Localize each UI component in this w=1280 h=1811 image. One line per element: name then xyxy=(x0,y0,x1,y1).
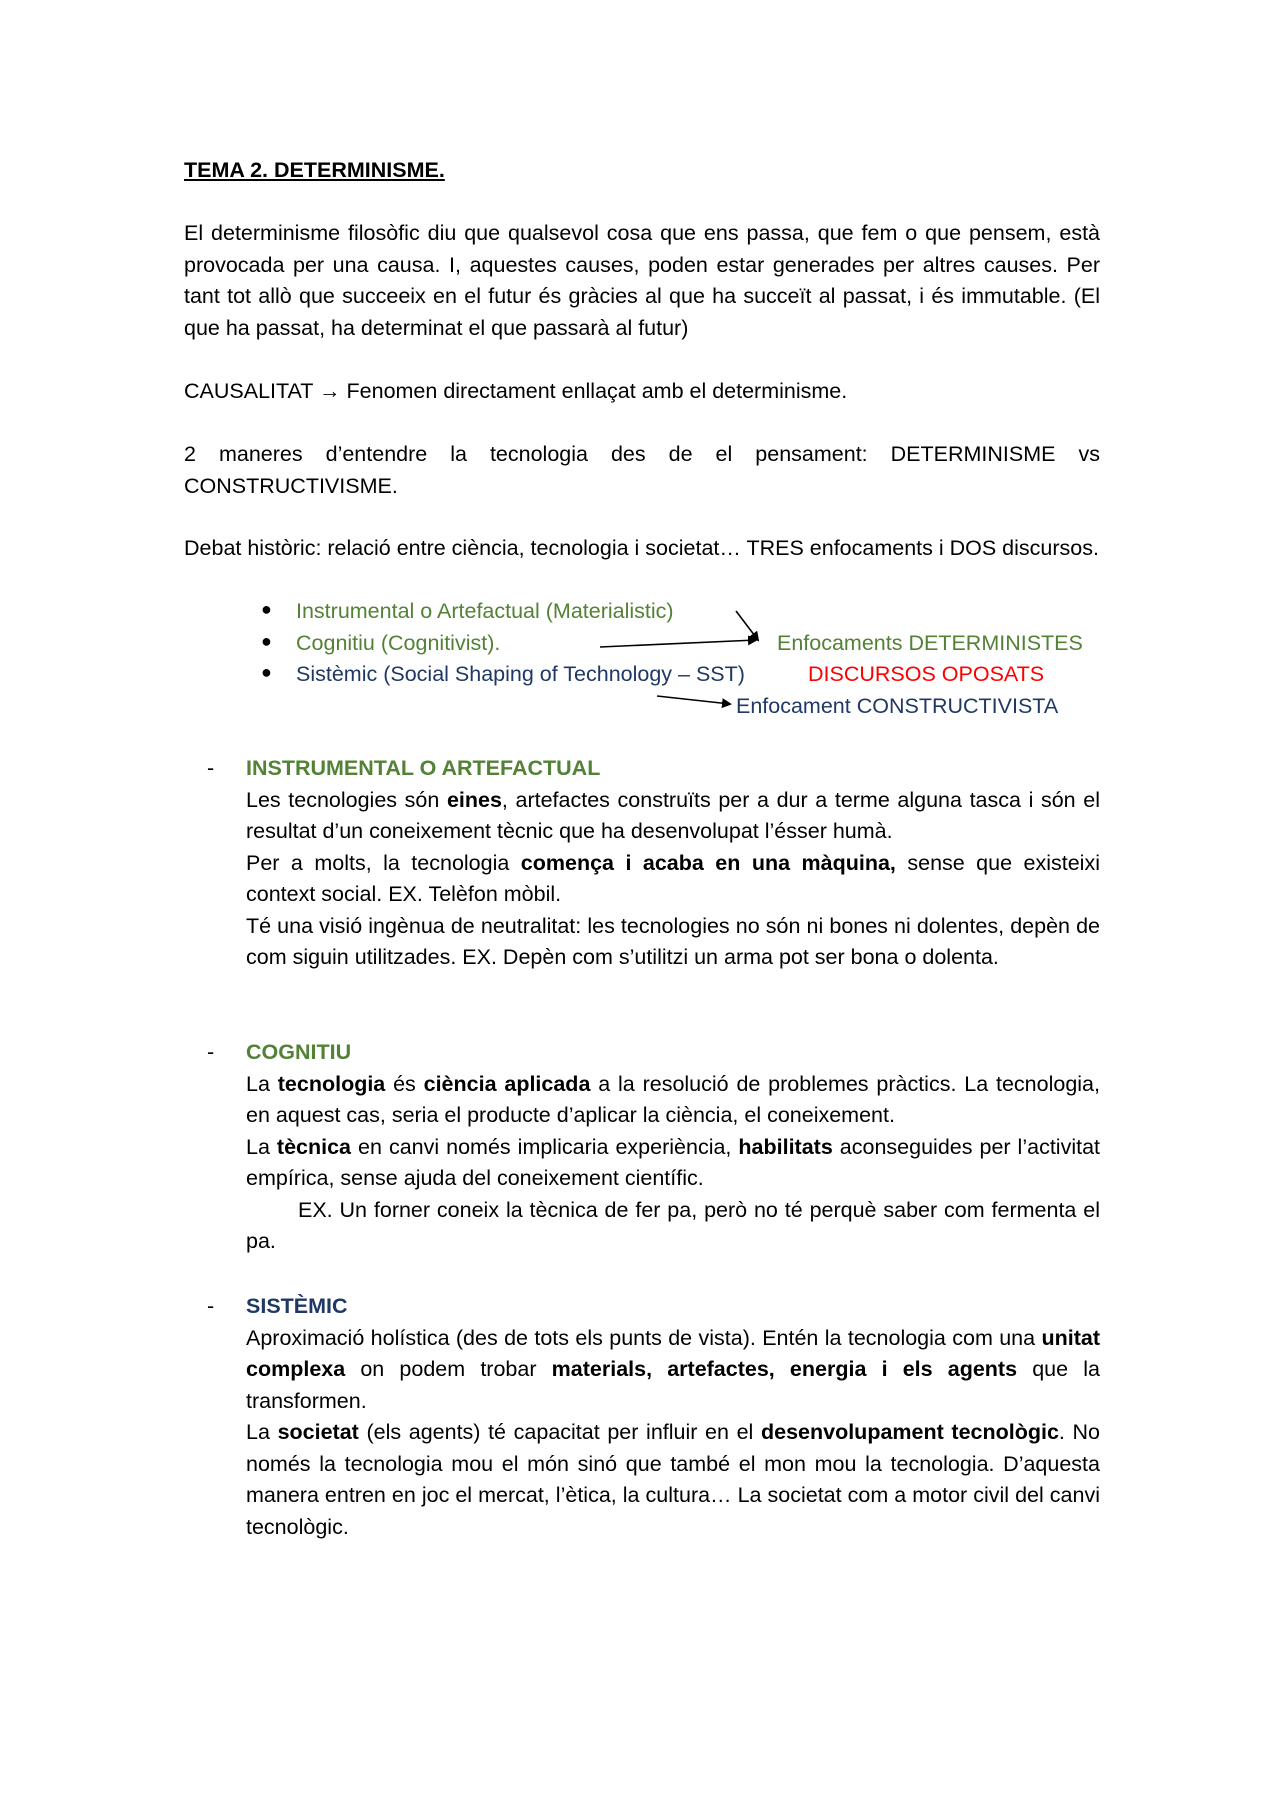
causalitat-text: Fenomen directament enllaçat amb el determinisme. xyxy=(346,379,848,403)
arrow-sistemic-to-constructivista xyxy=(657,696,730,704)
bullet-icon: ● xyxy=(261,662,272,682)
causalitat-term: CAUSALITAT xyxy=(184,379,314,403)
arrows-diagram xyxy=(0,0,1280,760)
label-discursos-oposats: DISCURSOS OPOSATS xyxy=(808,662,1045,686)
cognitiu-para-3: EX. Un forner coneix la tècnica de fer pa, però no té perquè saber com fermenta el pa. xyxy=(246,1197,1100,1253)
section-heading-instrumental: INSTRUMENTAL O ARTEFACTUAL xyxy=(246,756,601,780)
bullet-icon: ● xyxy=(261,631,272,651)
intro-paragraph: El determinisme filosòfic diu que qualsevol cosa que ens passa, que fem o que pensem, està provocada per una causa. I, aquestes causes, poden estar generades per altres causes. Per tant tot allò que succeeix en el futur és gràcies al que ha succeït al passat, i és immutable. (El que ha passat, ha determinat el que passarà al futur) xyxy=(184,221,1100,340)
maneres-paragraph: 2 maneres d’entendre la tecnologia des de el pensament: DETERMINISME vs CONSTRUCTIVISME. xyxy=(184,442,1100,498)
instrumental-para-2: Per a molts, la tecnologia comença i acaba en una màquina, sense que existeixi context social. EX. Telèfon mòbil. xyxy=(246,850,1100,906)
bullet-instrumental: Instrumental o Artefactual (Materialistic) xyxy=(296,599,674,623)
dash-marker: - xyxy=(207,756,215,780)
sistemic-para-1: Aproximació holística (des de tots els punts de vista). Entén la tecnologia com una unitat complexa on podem trobar materials, artefactes, energia i els agents que la transformen. xyxy=(246,1325,1100,1413)
bullet-sistemic: Sistèmic (Social Shaping of Technology – SST) xyxy=(296,662,745,686)
instrumental-para-3: Té una visió ingènua de neutralitat: les tecnologies no són ni bones ni dolentes, depèn de com siguin utilitzades. EX. Depèn com s’utilitzi un arma pot ser bona o dolenta. xyxy=(246,913,1100,969)
arrow-cognitiu-to-deterministes xyxy=(600,640,756,647)
instrumental-para-1: Les tecnologies són eines, artefactes construïts per a dur a terme alguna tasca i són el resultat d’un coneixement tècnic que ha desenvolupat l’ésser humà. xyxy=(246,787,1100,843)
label-constructivista: Enfocament CONSTRUCTIVISTA xyxy=(736,694,1059,718)
bullet-cognitiu: Cognitiu (Cognitivist). xyxy=(296,631,501,655)
dash-marker: - xyxy=(207,1294,215,1318)
page-title: TEMA 2. DETERMINISME. xyxy=(184,158,445,182)
cognitiu-para-1: La tecnologia és ciència aplicada a la resolució de problemes pràctics. La tecnologia, en aquest cas, seria el producte d’aplicar la ciència, el coneixement. xyxy=(246,1071,1100,1127)
bullet-icon: ● xyxy=(261,599,272,619)
right-arrow-icon: → xyxy=(319,379,341,403)
cognitiu-para-2: La tècnica en canvi només implicaria experiència, habilitats aconseguides per l’activitat empírica, sense ajuda del coneixement científic. xyxy=(246,1134,1100,1190)
section-instrumental xyxy=(246,753,1100,974)
sistemic-para-2: La societat (els agents) té capacitat per influir en el desenvolupament tecnològic. No només la tecnologia mou el món sinó que també el mon mou la tecnologia. D’aquesta manera entren en joc el mercat, l’ètica, la cultura… La societat com a motor civil del canvi tecnològic. xyxy=(246,1420,1101,1539)
section-sistemic xyxy=(246,1291,1100,1543)
section-heading-cognitiu: COGNITIU xyxy=(246,1040,352,1064)
section-heading-sistemic: SISTÈMIC xyxy=(246,1294,348,1318)
arrow-instrumental-to-deterministes xyxy=(736,611,758,640)
debat-paragraph: Debat històric: relació entre ciència, tecnologia i societat… TRES enfocaments i DOS discursos. xyxy=(184,536,1099,560)
label-deterministes: Enfocaments DETERMINISTES xyxy=(777,631,1083,655)
dash-marker: - xyxy=(207,1040,215,1064)
section-cognitiu xyxy=(246,1037,1100,1258)
